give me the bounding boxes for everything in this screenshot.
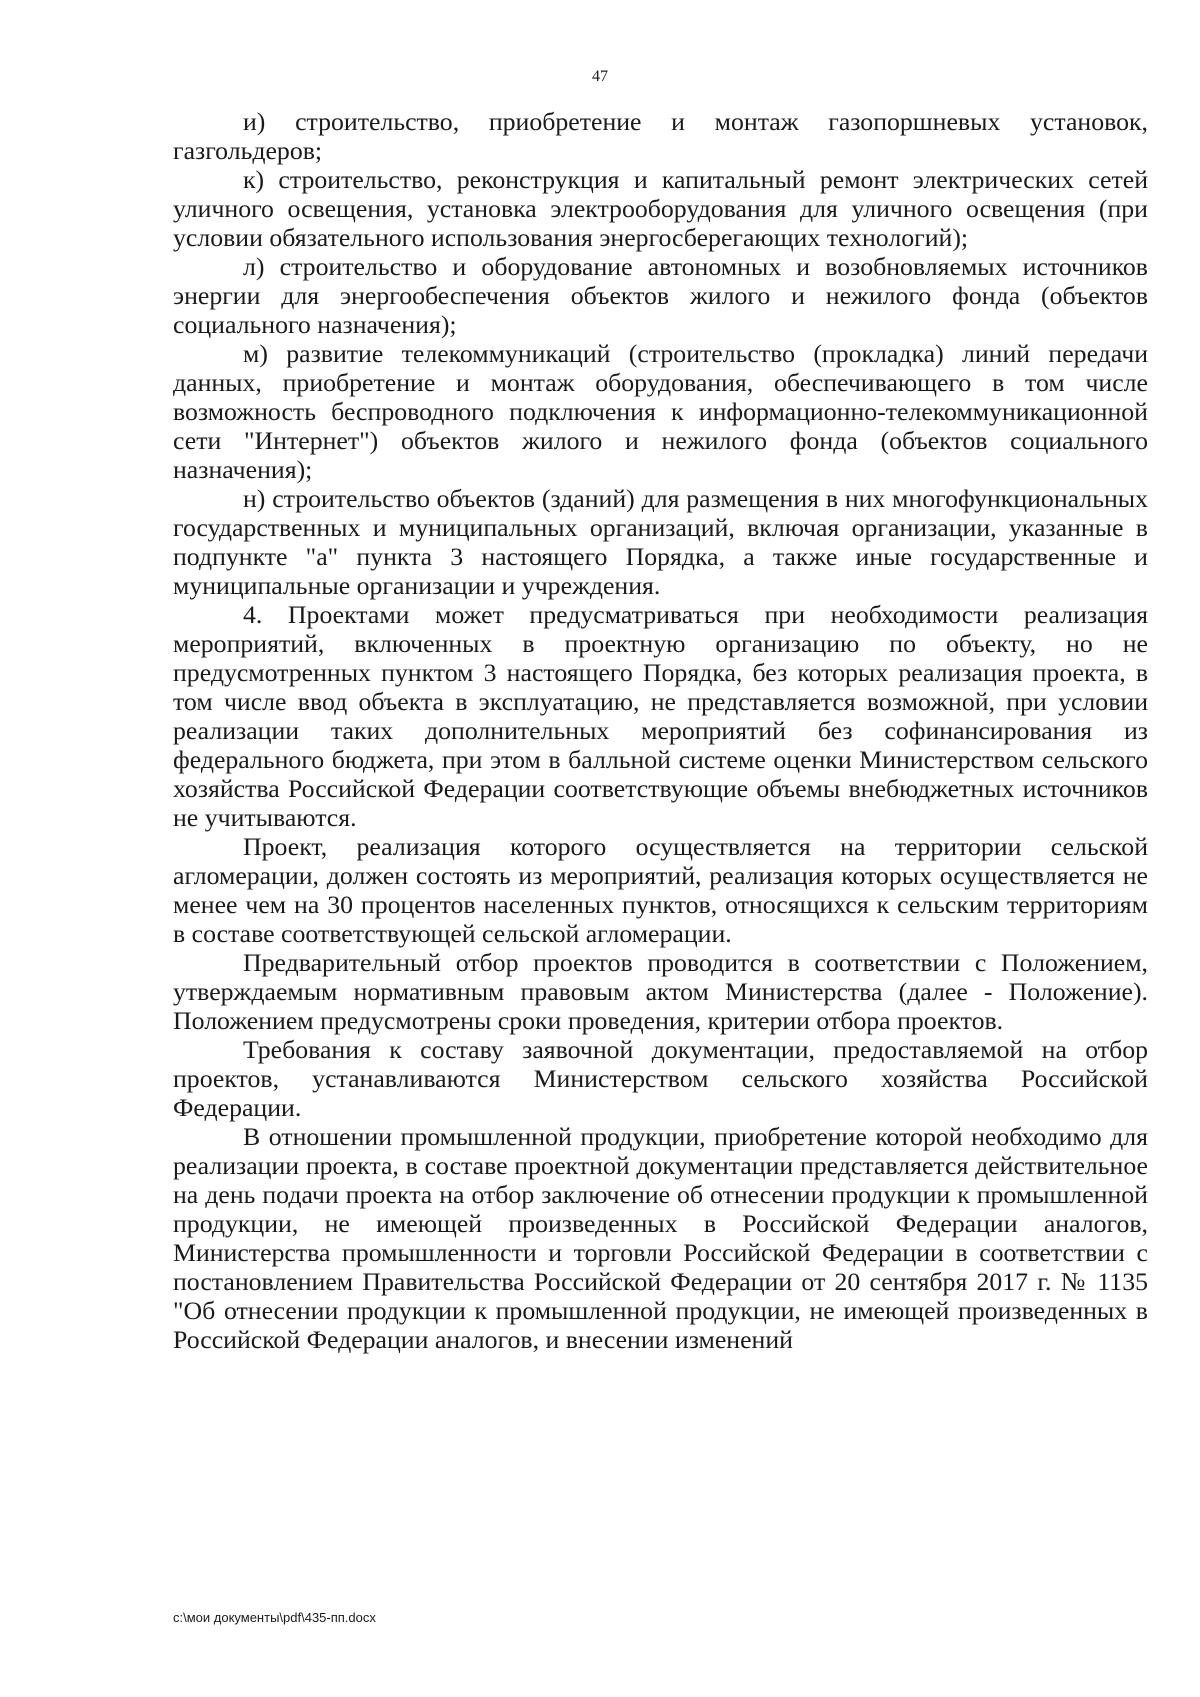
paragraph-item-m: м) развитие телекоммуникаций (строительство (прокладка) линий передачи данных, приобретение и монтаж оборудования, обеспечивающего в том числе возможность беспроводного подключения к информационно-телекоммуникационной сети "Интернет") объектов жилого и нежилого фонда (объектов социального назначения); <box>173 339 1148 484</box>
paragraph-point-4: 4. Проектами может предусматриваться при необходимости реализация мероприятий, включенных в проектную организацию по объекту, но не предусмотренных пунктом 3 настоящего Порядка, без которых реализация проекта, в том числе ввод объекта в эксплуатацию, не представляется возможной, при условии реализации таких дополнительных мероприятий без софинансирования из федерального бюджета, при этом в балльной системе оценки Министерством сельского хозяйства Российской Федерации соответствующие объемы внебюджетных источников не учитываются. <box>173 600 1148 832</box>
document-body <box>173 107 1148 1354</box>
paragraph-item-n: н) строительство объектов (зданий) для размещения в них многофункциональных государственных и муниципальных организаций, включая организации, указанные в подпункте "а" пункта 3 настоящего Порядка, а также иные государственные и муниципальные организации и учреждения. <box>173 484 1148 600</box>
paragraph-item-i: и) строительство, приобретение и монтаж газопоршневых установок, газгольдеров; <box>173 107 1148 165</box>
footer-file-path: c:\мои документы\pdf\435-пп.docx <box>173 1610 376 1625</box>
paragraph-item-k: к) строительство, реконструкция и капитальный ремонт электрических сетей уличного освещения, установка электрооборудования для уличного освещения (при условии обязательного использования энергосберегающих технологий); <box>173 165 1148 252</box>
paragraph-requirements: Требования к составу заявочной документации, предоставляемой на отбор проектов, устанавливаются Министерством сельского хозяйства Российской Федерации. <box>173 1035 1148 1122</box>
paragraph-industrial-products: В отношении промышленной продукции, приобретение которой необходимо для реализации проекта, в составе проектной документации представляется действительное на день подачи проекта на отбор заключение об отнесении продукции к промышленной продукции, не имеющей произведенных в Российской Федерации аналогов, Министерства промышленности и торговли Российской Федерации в соответствии с постановлением Правительства Российской Федерации от 20 сентября 2017 г. № 1135 "Об отнесении продукции к промышленной продукции, не имеющей произведенных в Российской Федерации аналогов, и внесении изменений <box>173 1122 1148 1354</box>
paragraph-item-l: л) строительство и оборудование автономных и возобновляемых источников энергии для энергообеспечения объектов жилого и нежилого фонда (объектов социального назначения); <box>173 252 1148 339</box>
paragraph-preliminary-selection: Предварительный отбор проектов проводится в соответствии с Положением, утверждаемым нормативным правовым актом Министерства (далее - Положение). Положением предусмотрены сроки проведения, критерии отбора проектов. <box>173 948 1148 1035</box>
paragraph-agglomeration: Проект, реализация которого осуществляется на территории сельской агломерации, должен состоять из мероприятий, реализация которых осуществляется не менее чем на 30 процентов населенных пунктов, относящихся к сельским территориям в составе соответствующей сельской агломерации. <box>173 832 1148 948</box>
page-number: 47 <box>592 68 608 85</box>
